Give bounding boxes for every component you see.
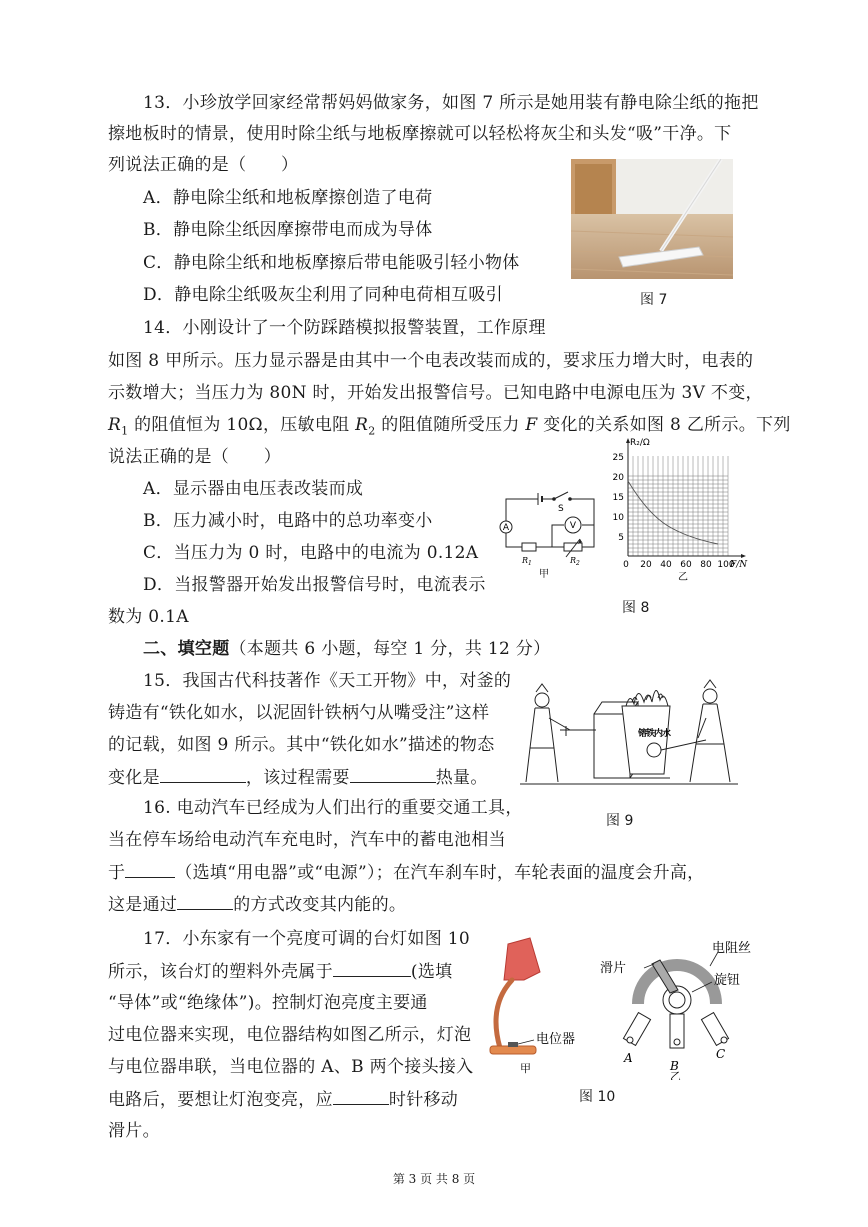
q14-line4: $R_1$ 的阻值恒为 10Ω，压敏电阻 $R_2$ 的阻值随所受压力 F 变化的关系如图 8 乙所示。下列 <box>108 415 791 438</box>
q17-line2: 所示，该台灯的塑料外壳属于 (选填 <box>108 962 453 982</box>
q13-option-c: C．静电除尘纸和地板摩擦后带电能吸引轻小物体 <box>143 253 520 273</box>
q15-line2: 铸造有“铁化如水，以泥固针铁柄勺从嘴受注”这样 <box>108 703 490 723</box>
circuit-caption: 甲 <box>539 569 549 580</box>
q14-line3: 示数增大；当压力为 80N 时，开始发出报警信号。已知电路中电源电压为 3V 不变， <box>108 383 763 403</box>
r2-label: $R_2$ <box>570 556 580 567</box>
figure-10-potentiometer <box>600 938 778 1080</box>
q17-line5: 与电位器串联，当电位器的 A、B 两个接头接入 <box>108 1057 474 1077</box>
figure-9-caption: 图 9 <box>606 813 634 829</box>
q16-blank-1[interactable] <box>125 861 175 878</box>
q17-line7: 滑片。 <box>108 1121 160 1141</box>
q13-option-a: A．静电除尘纸和地板摩擦创造了电荷 <box>143 188 433 208</box>
graph-ytick: 25 <box>612 453 624 463</box>
figure-8-caption: 图 8 <box>622 600 650 616</box>
section-2-heading: 二、填空题（本题共 6 小题，每空 1 分，共 12 分） <box>143 639 551 659</box>
terminal-b-label: B <box>670 1059 679 1073</box>
graph-xtick: 20 <box>640 560 652 570</box>
graph-caption: 乙 <box>678 572 688 583</box>
graph-ytick: 20 <box>612 473 624 483</box>
graph-ytick: 15 <box>612 493 624 503</box>
q14-line1: 14．小刚设计了一个防踩踏模拟报警装置，工作原理 <box>143 318 546 338</box>
graph-xtick: 80 <box>700 560 712 570</box>
potentiometer-label: 电位器 <box>536 1032 576 1047</box>
voltmeter-symbol: V <box>569 521 577 531</box>
q13-line3: 列说法正确的是（ ） <box>108 155 299 175</box>
q14-option-b: B．压力减小时，电路中的总功率变小 <box>143 511 433 531</box>
q17-line3: “导体”或“绝缘体”)。控制灯泡亮度主要通 <box>108 993 428 1013</box>
q15-line3: 的记载，如图 9 所示。其中“铁化如水”描述的物态 <box>108 735 495 755</box>
q16-line3: 于 （选填“用电器”或“电源”）；在汽车刹车时，车轮表面的温度会升高， <box>108 863 705 883</box>
page-footer: 第 3 页 共 8 页 <box>392 1172 476 1186</box>
graph-xtick: 60 <box>680 560 692 570</box>
resistance-wire-label: 电阻丝 <box>712 941 752 956</box>
lamp-caption: 甲 <box>520 1062 531 1075</box>
graph-xtick: 40 <box>660 560 672 570</box>
q17-blank-1[interactable] <box>333 960 411 977</box>
q14-option-d-cont: 数为 0.1A <box>108 607 189 627</box>
terminal-c-label: C <box>716 1047 726 1061</box>
figure-8-circuit <box>494 487 604 580</box>
figure-9-casting-illustration <box>520 678 738 790</box>
q17-line6: 电路后，要想让灯泡变亮，应 时针移动 <box>108 1090 459 1110</box>
q17-line4: 过电位器来实现，电位器结构如图乙所示，灯泡 <box>108 1025 472 1045</box>
graph-xlabel: F/N <box>730 560 748 570</box>
q16-line4: 这是通过 的方式改变其内能的。 <box>108 895 407 915</box>
figure-7-mop-photo <box>571 159 733 279</box>
q14-option-c: C．当压力为 0 时，电路中的电流为 0.12A <box>143 543 479 563</box>
potentiometer-caption: 乙 <box>670 1070 681 1080</box>
q15-line4: 变化是 ，该过程需要 热量。 <box>108 768 488 788</box>
q15-line1: 15．我国古代科技著作《天工开物》中，对釜的 <box>143 671 512 691</box>
switch-label: S <box>558 504 564 514</box>
q15-blank-2[interactable] <box>350 766 436 783</box>
q14-line2: 如图 8 甲所示。压力显示器是由其中一个电表改装而成的，要求压力增大时，电表的 <box>108 351 754 371</box>
slider-label: 滑片 <box>600 961 627 976</box>
q13-option-b: B．静电除尘纸因摩擦带电而成为导体 <box>143 220 433 240</box>
r1-label: $R_1$ <box>522 556 532 567</box>
terminal-a-label: A <box>624 1051 633 1065</box>
q14-option-d: D．当报警器开始发出报警信号时，电流表示 <box>143 575 486 595</box>
furnace-label: 镕铁内水 <box>638 729 671 739</box>
q13-line1: 13．小珍放学回家经常帮妈妈做家务，如图 7 所示是她用装有静电除尘纸的拖把 <box>143 93 759 113</box>
graph-ytick: 5 <box>618 533 624 543</box>
q16-line1: 16. 电动汽车已经成为人们出行的重要交通工具， <box>143 798 523 818</box>
figure-10-desk-lamp <box>478 936 588 1076</box>
q15-blank-1[interactable] <box>160 766 246 783</box>
graph-ytick: 10 <box>612 513 624 523</box>
knob-label: 旋钮 <box>714 973 741 988</box>
figure-7-caption: 图 7 <box>640 292 668 308</box>
q16-line2: 当在停车场给电动汽车充电时，汽车中的蓄电池相当 <box>108 830 506 850</box>
q13-line2: 擦地板时的情景，使用时除尘纸与地板摩擦就可以轻松将灰尘和头发“吸”干净。下 <box>108 124 732 144</box>
q17-blank-2[interactable] <box>333 1088 389 1105</box>
q16-blank-2[interactable] <box>177 893 233 910</box>
figure-10-caption: 图 10 <box>579 1089 616 1105</box>
graph-xtick: 100 <box>717 560 735 570</box>
q13-option-d: D．静电除尘纸吸灰尘利用了同种电荷相互吸引 <box>143 285 503 305</box>
figure-8-graph <box>608 436 758 586</box>
q17-line1: 17．小东家有一个亮度可调的台灯如图 10 <box>143 929 470 949</box>
graph-xtick: 0 <box>623 560 629 570</box>
graph-ylabel: R₂/Ω <box>630 438 650 448</box>
ammeter-symbol: A <box>502 523 510 533</box>
q14-option-a: A．显示器由电压表改装而成 <box>143 479 364 499</box>
q14-line5: 说法正确的是（ ） <box>108 447 281 467</box>
